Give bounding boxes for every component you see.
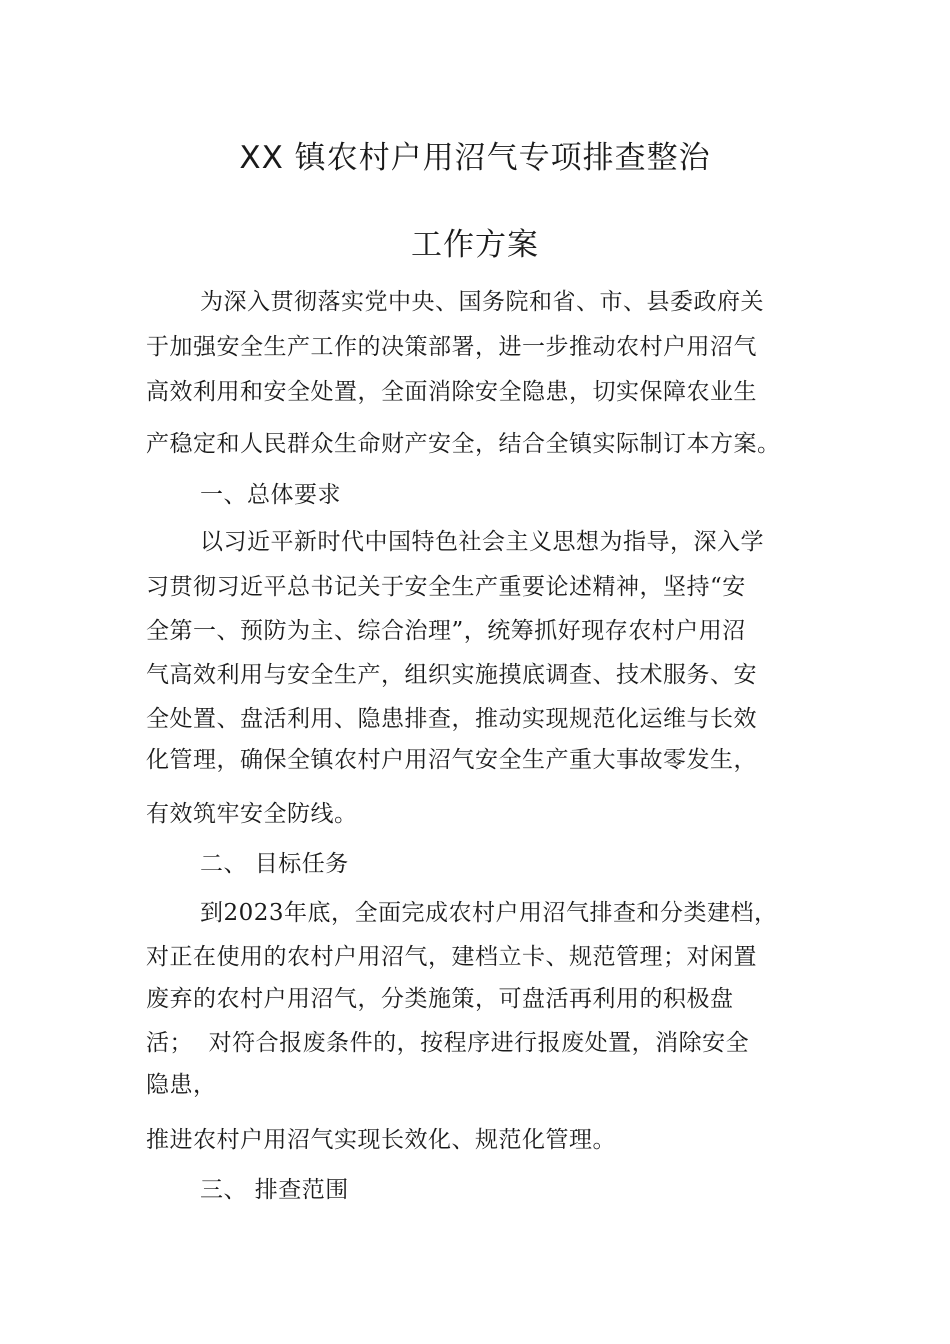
section-1-line-3: 全第一、预防为主、综合治理”，统筹抓好现存农村户用沼 <box>146 618 746 644</box>
section-heading-1: 一、总体要求 <box>200 482 341 508</box>
intro-line-2: 于加强安全生产工作的决策部署，进一步推动农村户用沼气 <box>146 334 757 360</box>
document-title-line-1: XX 镇农村户用沼气专项排查整治 <box>239 140 711 176</box>
section-1-line-6: 化管理，确保全镇农村户用沼气安全生产重大事故零发生， <box>146 747 757 773</box>
section-1-line-5: 全处置、盘活利用、隐患排查，推动实现规范化运维与长效 <box>146 706 757 732</box>
section-2-line-5: 隐患， <box>146 1072 217 1098</box>
section-2-line-6: 推进农村户用沼气实现长效化、规范化管理。 <box>146 1127 616 1153</box>
section-heading-2: 二、 目标任务 <box>200 851 349 877</box>
section-1-line-7: 有效筑牢安全防线。 <box>146 801 358 827</box>
section-heading-3: 三、 排查范围 <box>200 1177 349 1203</box>
section-2-line-2: 对正在使用的农村户用沼气，建档立卡、规范管理；对闲置 <box>146 944 757 970</box>
intro-line-3: 高效利用和安全处置，全面消除安全隐患，切实保障农业生 <box>146 379 757 405</box>
section-1-line-2: 习贯彻习近平总书记关于安全生产重要论述精神，坚持“安 <box>146 574 746 600</box>
section-2-line-3: 废弃的农村户用沼气，分类施策，可盘活再利用的积极盘 <box>146 986 734 1012</box>
section-2-line-4: 活； 对符合报废条件的，按程序进行报废处置，消除安全 <box>146 1030 750 1056</box>
document-title-line-2: 工作方案 <box>411 227 539 263</box>
section-2-line-1: 到2023年底，全面完成农村户用沼气排查和分类建档， <box>200 900 778 926</box>
section-1-line-1: 以习近平新时代中国特色社会主义思想为指导，深入学 <box>200 529 764 555</box>
intro-line-1: 为深入贯彻落实党中央、国务院和省、市、县委政府关 <box>200 289 764 315</box>
intro-line-4: 产稳定和人民群众生命财产安全，结合全镇实际制订本方案。 <box>146 431 781 457</box>
section-1-line-4: 气高效利用与安全生产，组织实施摸底调查、技术服务、安 <box>146 662 757 688</box>
